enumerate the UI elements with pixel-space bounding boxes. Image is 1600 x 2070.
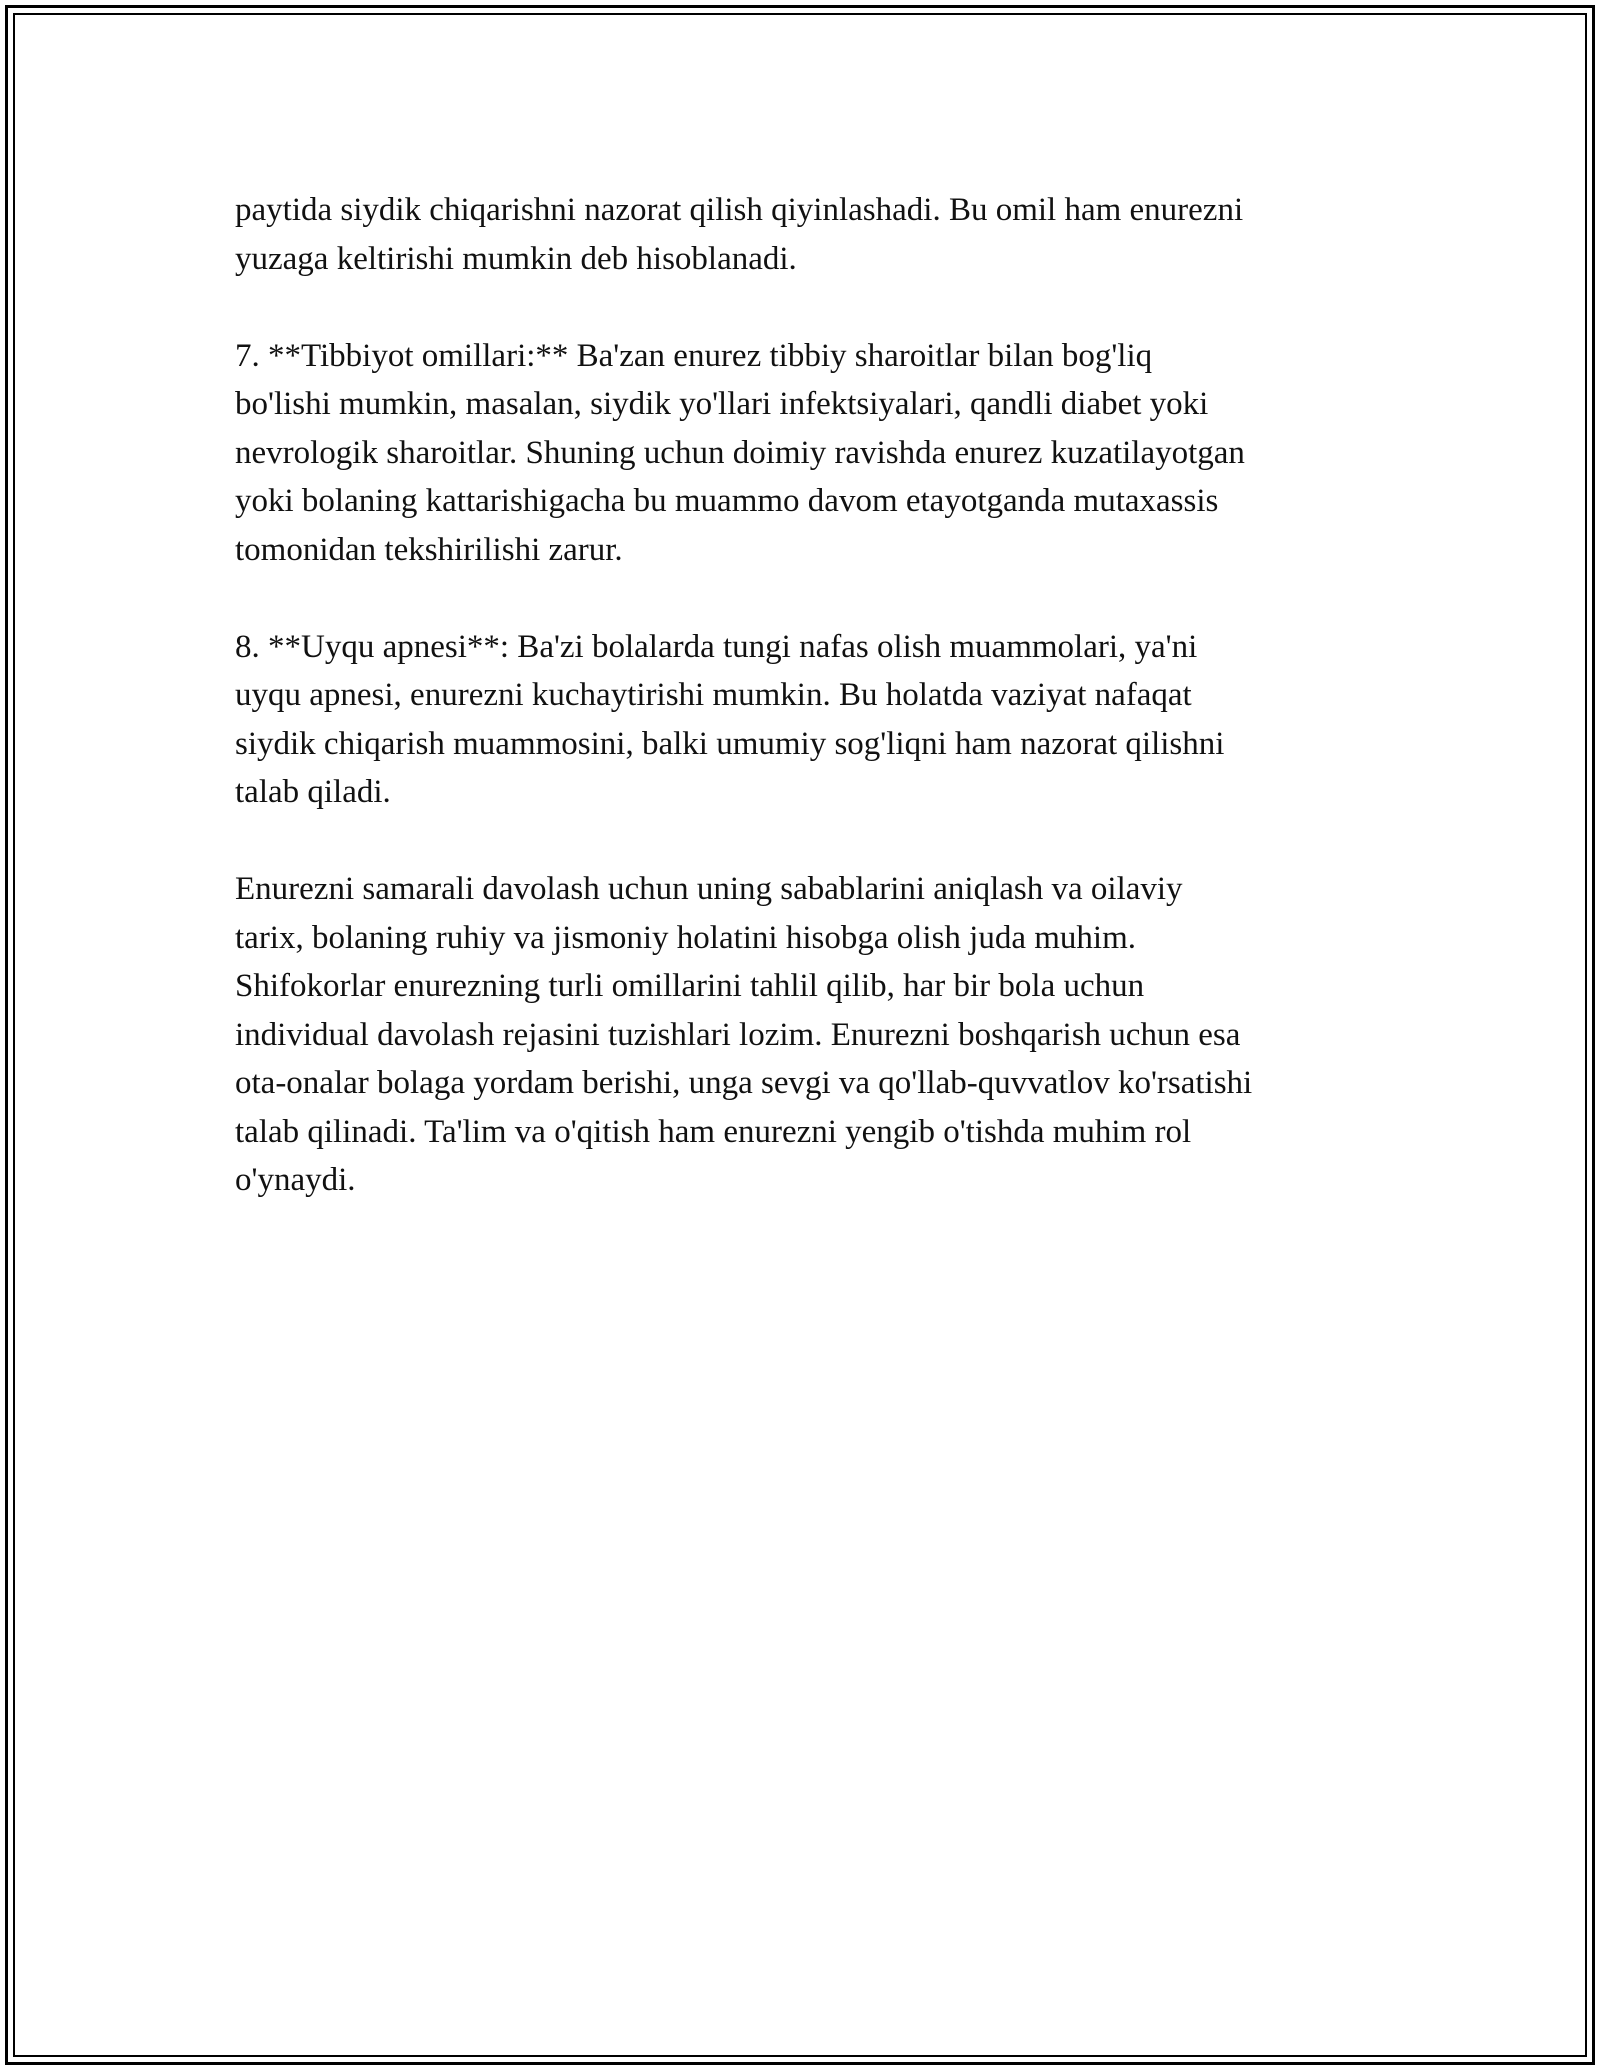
text-line: yoki bolaning kattarishigacha bu muammo davom etayotganda mutaxassis <box>235 483 1219 519</box>
paragraph-medical-factors <box>235 332 1385 575</box>
text-line: ota-onalar bolaga yordam berishi, unga sevgi va qo'llab-quvvatlov ko'rsatishi <box>235 1065 1253 1101</box>
document-body <box>235 186 1385 1253</box>
text-line: 7. **Tibbiyot omillari:** Ba'zan enurez tibbiy sharoitlar bilan bog'liq <box>235 337 1153 374</box>
text-line: tomonidan tekshirilishi zarur. <box>235 531 623 568</box>
text-line: Enurezni samarali davolash uchun uning sabablarini aniqlash va oilaviy <box>235 871 1183 907</box>
text-line: talab qilinadi. Ta'lim va o'qitish ham enurezni yengib o'tishda muhim rol <box>235 1113 1192 1150</box>
text-line: o'ynaydi. <box>235 1162 356 1198</box>
text-line: uyqu apnesi, enurezni kuchaytirishi mumkin. Bu holatda vaziyat nafaqat <box>235 677 1192 713</box>
text-line: talab qiladi. <box>235 774 391 810</box>
paragraph-sleep-apnea <box>235 623 1385 817</box>
text-line: nevrologik sharoitlar. Shuning uchun doimiy ravishda enurez kuzatilayotgan <box>235 434 1245 471</box>
text-line: yuzaga keltirishi mumkin deb hisoblanadi. <box>235 240 797 277</box>
text-line: individual davolash rejasini tuzishlari lozim. Enurezni boshqarish uchun esa <box>235 1016 1241 1053</box>
text-line: Shifokorlar enurezning turli omillarini tahlil qilib, har bir bola uchun <box>235 968 1145 1004</box>
text-line: bo'lishi mumkin, masalan, siydik yo'llari infektsiyalari, qandli diabet yoki <box>235 386 1209 422</box>
text-line: 8. **Uyqu apnesi**: Ba'zi bolalarda tungi nafas olish muammolari, ya'ni <box>235 628 1198 665</box>
paragraph-conclusion <box>235 865 1385 1205</box>
text-line: siydik chiqarish muammosini, balki umumiy sog'liqni ham nazorat qilishni <box>235 725 1225 762</box>
paragraph-continuation <box>235 186 1385 283</box>
text-line: paytida siydik chiqarishni nazorat qilish qiyinlashadi. Bu omil ham enurezni <box>235 192 1244 228</box>
text-line: tarix, bolaning ruhiy va jismoniy holatini hisobga olish juda muhim. <box>235 919 1137 956</box>
